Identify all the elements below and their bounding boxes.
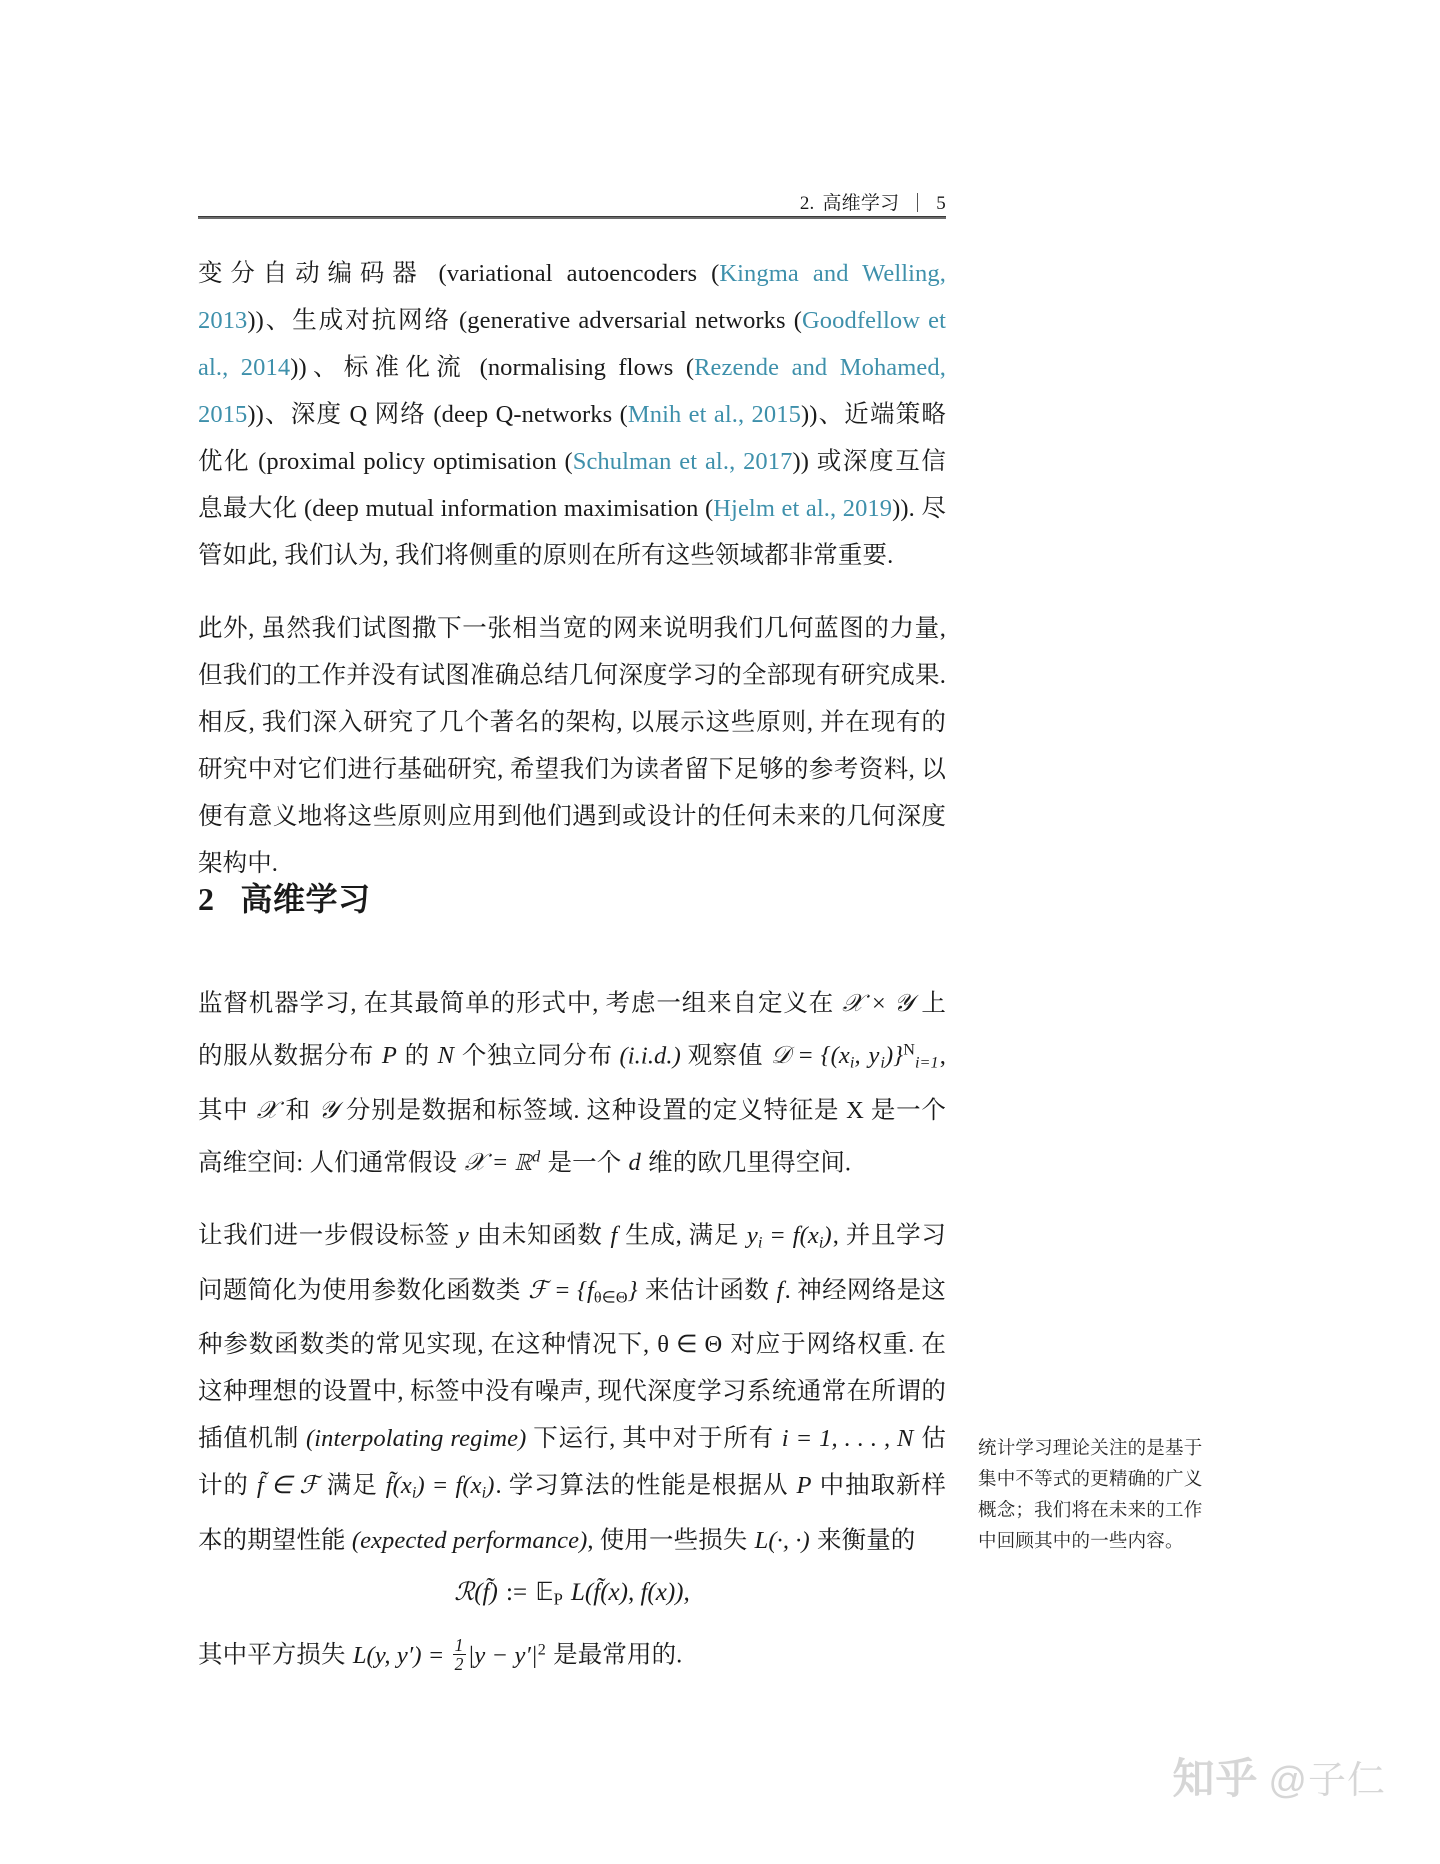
math-ftilde-in-F: f̃ ∈ ℱ (256, 1472, 319, 1500)
paragraph-squared-loss (198, 1626, 946, 1678)
equation-assign-op: := (506, 1578, 528, 1606)
equation-lhs: ℛ(f̃) (454, 1578, 498, 1606)
p4-m: 中抽取新样本的期望性能 (198, 1472, 946, 1554)
p4-o: 来衡量的 (810, 1526, 916, 1554)
math-function-class: ℱ = $\{f_{\theta\in\Theta}\}$ (528, 1276, 638, 1307)
p3-f: , 其中 (198, 1042, 946, 1124)
math-d: d (628, 1149, 641, 1177)
equation-expectation: 𝔼$_P$ (535, 1578, 563, 1609)
p5-a: 其中平方损失 (198, 1641, 352, 1669)
p4-a: 让我们进一步假设标签 (198, 1222, 457, 1250)
p1-seg-12: )). 尽管如此, 我们认为, 我们将侧重的原则在所有这些领域都非常重要. (198, 495, 946, 569)
p4-k: 满足 (319, 1472, 385, 1500)
math-P2: P (796, 1472, 812, 1500)
body-column-lower (198, 980, 946, 1679)
header-separator-rule (917, 193, 918, 212)
p3-e: 观察值 (680, 1042, 770, 1070)
math-index-range: i = 1, . . . , N (781, 1425, 914, 1453)
running-header (198, 188, 946, 215)
math-expected-performance: (expected performance) (351, 1526, 588, 1554)
math-N: N (437, 1042, 455, 1070)
margin-note: 统计学习理论关注的是基于集中不等式的更精确的广义概念；我们将在未来的工作中回顾其中的一些内容。 (978, 1437, 1203, 1551)
p1-seg-8: ))、近端策略优化 (proximal policy optimisation ( (198, 401, 946, 475)
p1-seg-0: 变分自动编码器 (variational autoencoders ( (198, 260, 720, 287)
paragraph-scope: 此外, 虽然我们试图撒下一张相当宽的网来说明我们几何蓝图的力量, 但我们的工作并没有试图准确总结几何深度学习的全部现有研究成果. 相反, 我们深入研究了几个著名的架构, 以展示这些原则, 并在现有的研究中对它们进行基础研究, 希望我们为读者留下足够的参考资料, 以便有意义地将这些原则应用到他们遇到或设计的任何未来的几何深度架构中. (198, 615, 946, 877)
p4-d: , 并且学习问题简化为使用参数化函数类 (198, 1222, 946, 1304)
p3-h: 分别是数据和标签域. 这种设置的定义特征是 X 是一个高维空间: 人们通常假设 (198, 1096, 946, 1177)
math-f2: f (776, 1276, 784, 1304)
math-theta-in-Theta: θ ∈ Θ (657, 1331, 723, 1359)
p4-n: , 使用一些损失 (587, 1526, 754, 1554)
paragraph-interpolating-regime (198, 1212, 946, 1564)
section-heading-wrapper (198, 880, 946, 918)
p3-c: 的 (397, 1042, 437, 1070)
p1-seg-6: ))、深度 Q 网络 (deep Q-networks ( (247, 401, 628, 428)
display-equation-risk (198, 1574, 946, 1612)
section-heading (198, 880, 946, 918)
watermark-handle: @子仁 (1268, 1759, 1386, 1802)
paragraph-citations (198, 250, 946, 579)
math-yi-eq-fxi: $y_i = f(x_i)$ (746, 1222, 832, 1252)
p4-g: . 神经网络是这种参数函数类的常见实现, 在这种情况下, (198, 1276, 946, 1359)
section-heading-title: 高维学习 (240, 881, 371, 917)
p1-seg-4: ))、标准化流 (normalising flows ( (290, 354, 695, 381)
p3-d: 个独立同分布 (455, 1042, 620, 1070)
citation-schulman[interactable]: Schulman et al., 2017 (572, 448, 793, 475)
p5-b: 是最常用的. (546, 1641, 683, 1669)
p1-seg-10: )) 或深度互信息最大化 (deep mutual information maximisation ( (198, 448, 946, 522)
math-interpolation-condition: $f̃(x_i) = f(x_i)$ (385, 1472, 495, 1502)
page-number: 5 (936, 193, 946, 214)
equation-rhs: L(f̃(x), f(x)), (571, 1578, 690, 1606)
citation-kingma-welling[interactable]: Kingma and Welling, 2013 (198, 260, 946, 334)
p3-j: 维的欧几里得空间. (641, 1149, 852, 1177)
p4-j: 估计的 (198, 1425, 947, 1500)
body-column-upper (198, 250, 946, 913)
p3-i: 是一个 (541, 1149, 628, 1177)
math-dataset: 𝒟 = {($x_i$, $y_i)\}^N_{i=1}$ (770, 1042, 939, 1072)
domain-product: 𝒳 × 𝒴 (842, 990, 914, 1017)
section-heading-number: 2 (198, 881, 215, 917)
p3-a: 监督机器学习, 在其最简单的形式中, 考虑一组来自定义在 (198, 990, 842, 1017)
citation-goodfellow[interactable]: Goodfellow et al., 2014 (198, 307, 946, 381)
p4-b: 由未知函数 (469, 1222, 610, 1250)
math-f: f (610, 1222, 618, 1250)
fraction-one-half: $\frac{1}{2}$ (454, 1634, 464, 1675)
math-y: y (457, 1222, 469, 1250)
math-euclidean: 𝒳 = ℝ$^d$ (464, 1148, 541, 1177)
header-section-title: 高维学习 (822, 193, 900, 214)
math-interpolating-regime: (interpolating regime) (306, 1425, 527, 1453)
p3-g: 和 (278, 1096, 318, 1124)
paragraph-supervised-learning (198, 980, 946, 1186)
header-horizontal-rule (198, 216, 946, 219)
citation-rezende-mohamed[interactable]: Rezende and Mohamed, 2015 (198, 354, 946, 428)
zhihu-logo: 知乎 (1172, 1755, 1259, 1802)
p4-i: 下运行, 其中对于所有 (526, 1425, 781, 1453)
watermark (1172, 1746, 1386, 1806)
math-squared-loss: L(y, y′) = $\frac{1}{2}$ $|y - y'|^2$ (352, 1634, 546, 1675)
p3-b: 上的服从数据分布 (198, 990, 947, 1070)
p4-l: . 学习算法的性能是根据从 (495, 1472, 796, 1500)
p4-e: 来估计函数 (638, 1276, 776, 1304)
math-iid: (i.i.d.) (619, 1042, 681, 1070)
math-loss-operator: L(·, ·) (754, 1526, 810, 1554)
math-X-domain: 𝒳 (256, 1096, 278, 1124)
math-P: P (381, 1042, 397, 1070)
p1-seg-2: ))、生成对抗网络 (generative adversarial networks ( (247, 307, 802, 334)
p4-h: 对应于网络权重. 在这种理想的设置中, 标签中没有噪声, 现代深度学习系统通常在所谓的插值机制 (198, 1331, 946, 1453)
header-section-number: 2. (799, 193, 815, 214)
p4-c: 生成, 满足 (618, 1222, 746, 1250)
math-Y-domain: 𝒴 (318, 1096, 339, 1124)
citation-mnih[interactable]: Mnih et al., 2015 (627, 401, 801, 428)
citation-hjelm[interactable]: Hjelm et al., 2019 (713, 495, 893, 522)
